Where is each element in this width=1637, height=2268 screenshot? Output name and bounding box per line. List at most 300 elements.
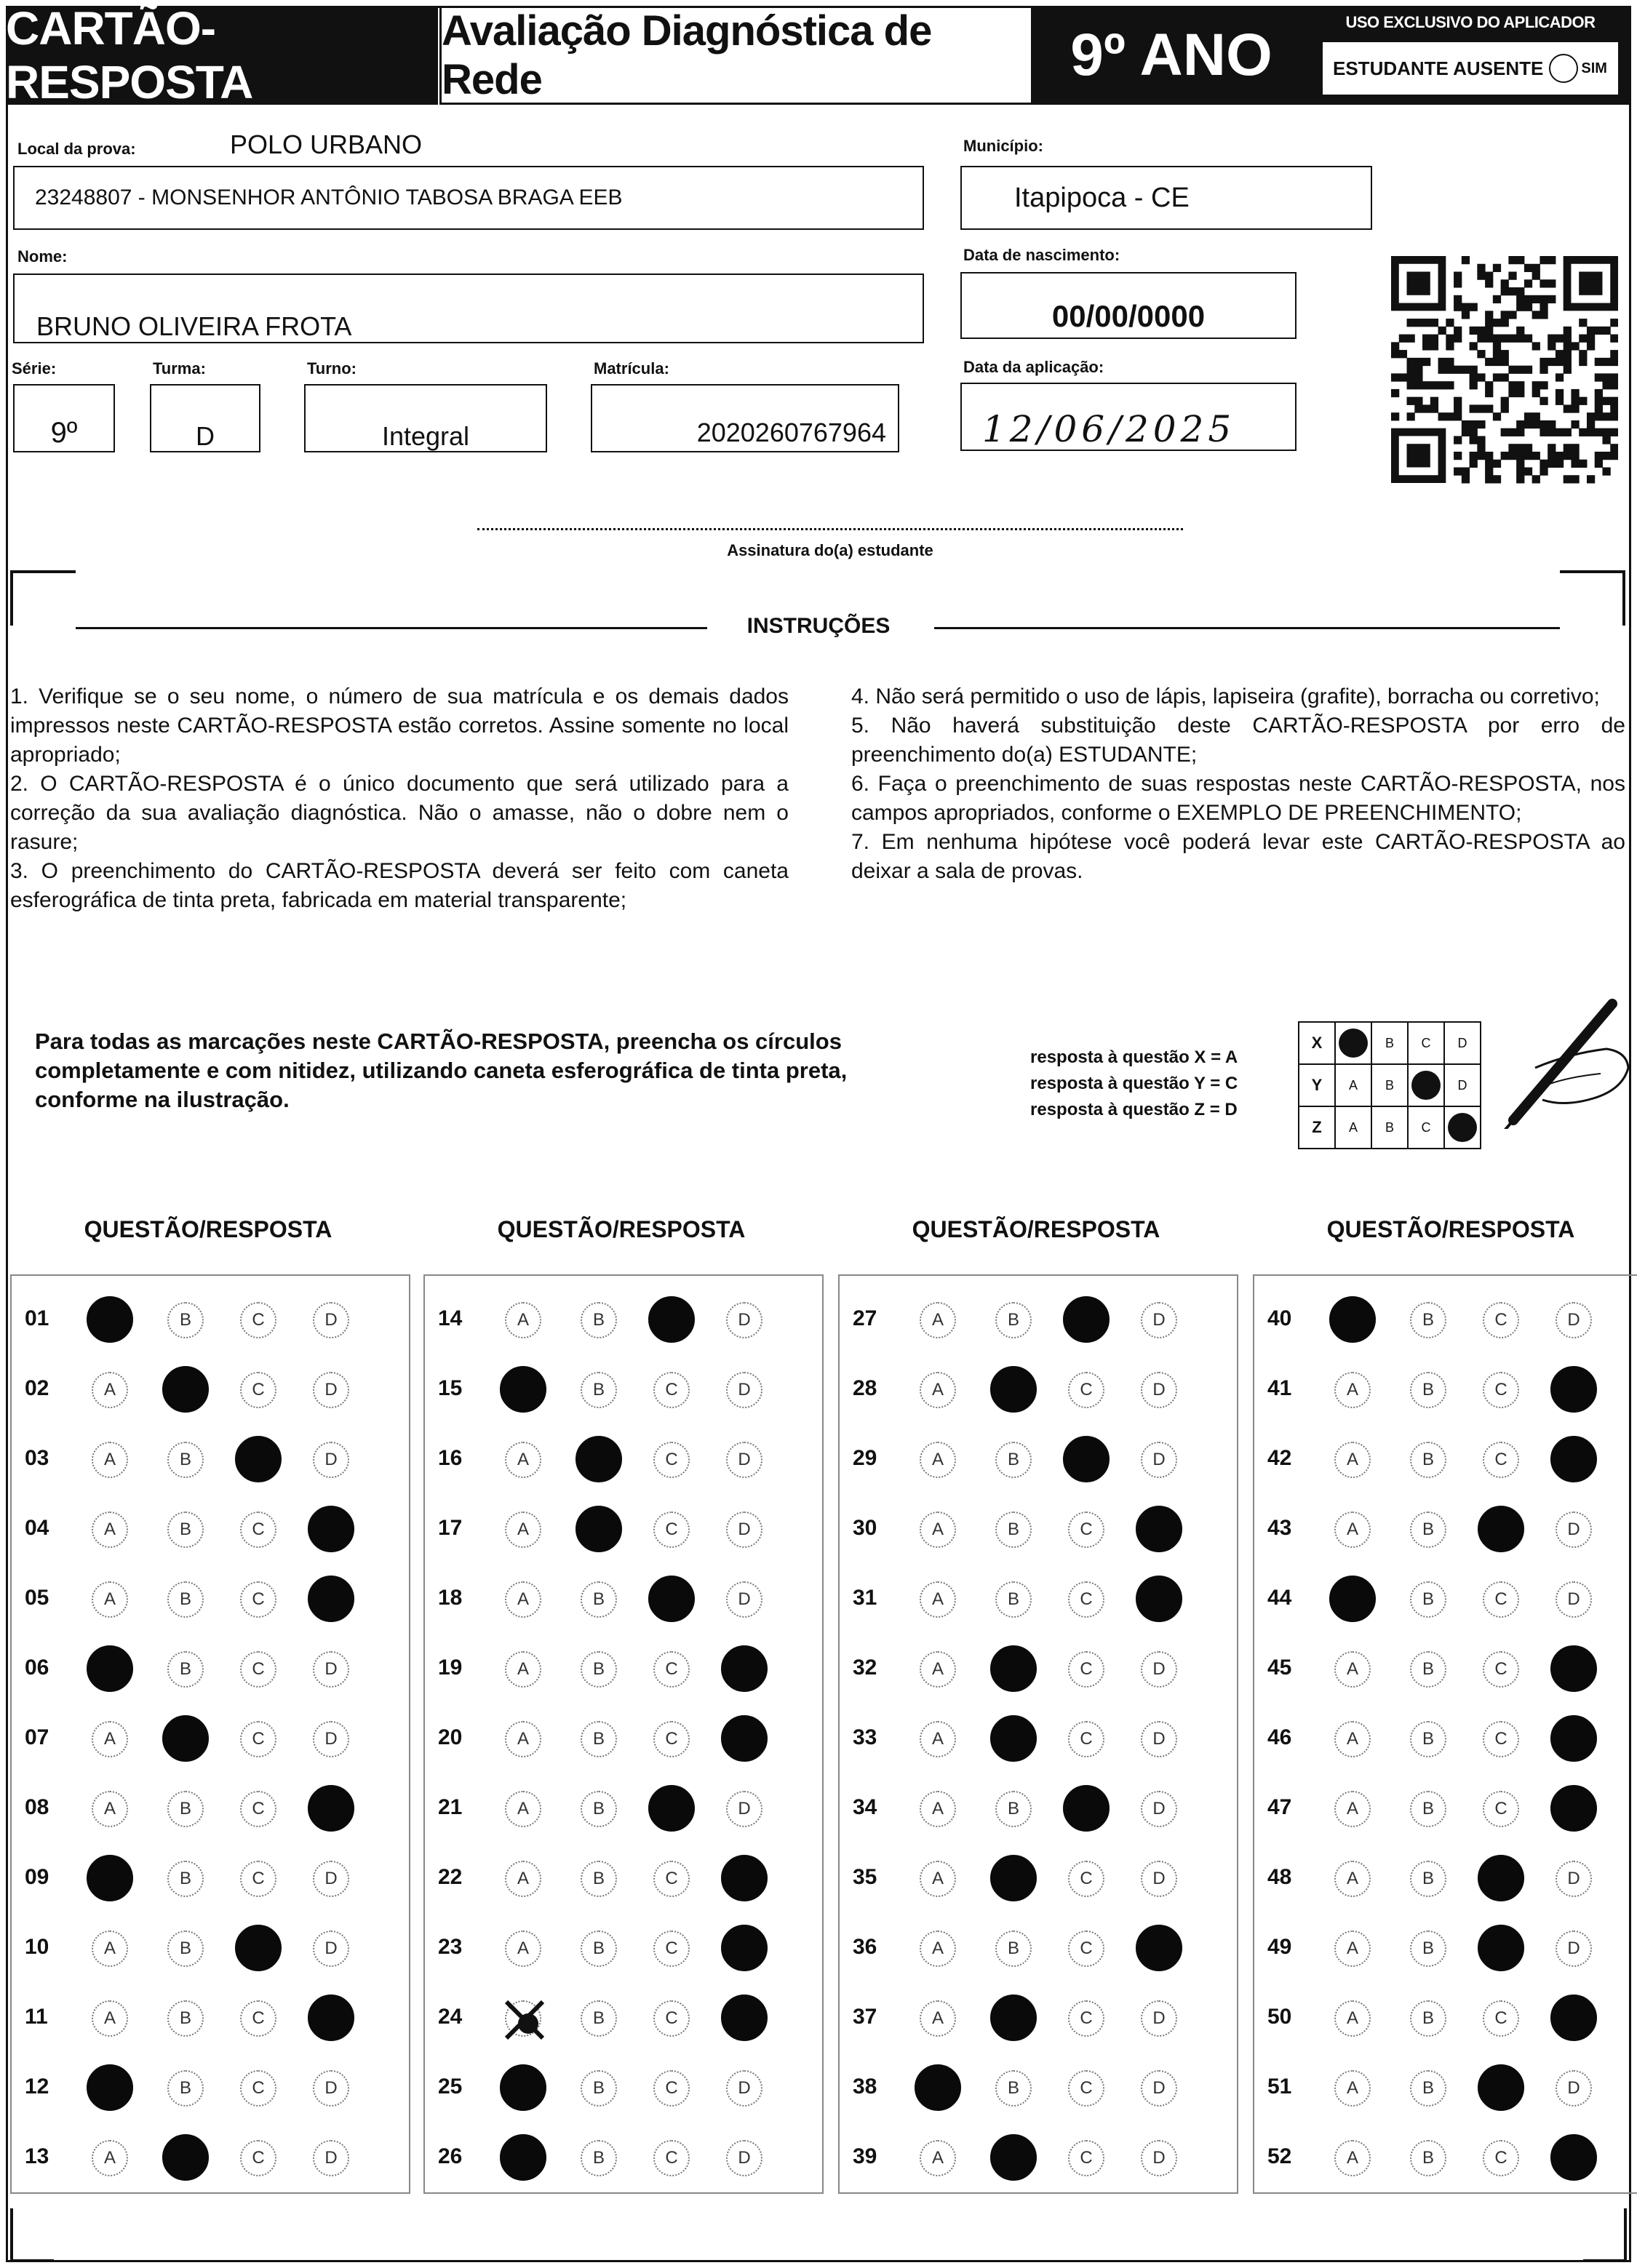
question-number: 40 bbox=[1267, 1306, 1292, 1330]
instruction-item: 7. Em nenhuma hipótese você poderá levar este CARTÃO-RESPOSTA ao deixar a sala de provas. bbox=[851, 830, 1625, 883]
bubble-option-a[interactable]: A bbox=[920, 1372, 956, 1408]
question-number: 03 bbox=[25, 1446, 49, 1470]
example-line: resposta à questão Z = D bbox=[1030, 1100, 1238, 1119]
bubble-filled-d[interactable] bbox=[1136, 1576, 1182, 1622]
bubble-option-b[interactable]: B bbox=[1410, 2140, 1446, 2176]
bubble-filled-b[interactable] bbox=[990, 1366, 1037, 1413]
question-number: 22 bbox=[438, 1865, 463, 1889]
bubble-option-d[interactable]: D bbox=[1141, 1651, 1177, 1688]
bubble-option-a[interactable]: A bbox=[920, 1442, 956, 1478]
question-row bbox=[840, 1494, 1240, 1564]
question-row bbox=[1254, 2053, 1637, 2123]
bubble-option-d[interactable]: D bbox=[1556, 1930, 1592, 1967]
bubble-option-b[interactable]: B bbox=[581, 1861, 617, 1897]
bubble-option-b[interactable]: B bbox=[581, 1302, 617, 1338]
question-number: 48 bbox=[1267, 1865, 1292, 1889]
bubble-option-c[interactable]: C bbox=[653, 2070, 690, 2107]
question-row bbox=[425, 1424, 825, 1494]
bubble-filled-d[interactable] bbox=[1550, 2134, 1597, 2181]
bubble-option-b[interactable]: B bbox=[1410, 1791, 1446, 1827]
bubble-option-c[interactable]: C bbox=[1483, 1791, 1519, 1827]
bubble-option-d[interactable]: D bbox=[1556, 1861, 1592, 1897]
bubble-option-c[interactable]: C bbox=[1068, 1651, 1104, 1688]
question-row bbox=[425, 1494, 825, 1564]
bubble-option-c[interactable]: C bbox=[1483, 1442, 1519, 1478]
frame-corner-bl bbox=[10, 2208, 54, 2262]
bubble-option-d[interactable]: D bbox=[726, 2140, 762, 2176]
bubble-option-b[interactable]: B bbox=[995, 1791, 1032, 1827]
bubble-filled-d[interactable] bbox=[1550, 1715, 1597, 1762]
example-filled-bubble bbox=[1335, 1022, 1371, 1064]
bubble-option-d[interactable]: D bbox=[313, 1372, 349, 1408]
bubble-option-c[interactable]: C bbox=[1483, 1721, 1519, 1757]
bubble-option-c[interactable]: C bbox=[240, 2070, 276, 2107]
example-filled-bubble bbox=[1408, 1064, 1444, 1106]
bubble-option-c[interactable]: C bbox=[1483, 1372, 1519, 1408]
question-number: 01 bbox=[25, 1306, 49, 1330]
bubble-option-a[interactable]: A bbox=[92, 2000, 128, 2037]
bubble-option-d[interactable]: D bbox=[1141, 1791, 1177, 1827]
bubble-filled-d[interactable] bbox=[721, 1645, 768, 1692]
bubble-filled-c[interactable] bbox=[1063, 1785, 1110, 1832]
bubble-filled-c[interactable] bbox=[648, 1576, 695, 1622]
question-row bbox=[12, 1843, 412, 1913]
bubble-option-a[interactable]: A bbox=[1334, 1512, 1371, 1548]
question-row bbox=[840, 1983, 1240, 2053]
bubble-option-c[interactable]: C bbox=[1483, 2140, 1519, 2176]
bubble-option-a[interactable]: A bbox=[920, 1512, 956, 1548]
bubble-filled-d[interactable] bbox=[1136, 1925, 1182, 1971]
bubble-option-b[interactable]: B bbox=[581, 1651, 617, 1688]
bubble-option-a[interactable]: A bbox=[1334, 1442, 1371, 1478]
bubble-option-d[interactable]: D bbox=[313, 1302, 349, 1338]
bubble-option-a[interactable]: A bbox=[1334, 1791, 1371, 1827]
bubble-option-c[interactable]: C bbox=[1483, 1651, 1519, 1688]
bubble-option-a[interactable]: A bbox=[920, 1581, 956, 1618]
question-row bbox=[425, 1773, 825, 1843]
bubble-option-d[interactable]: D bbox=[1556, 2070, 1592, 2107]
bubble-option-d[interactable]: D bbox=[313, 1930, 349, 1967]
bubble-filled-d[interactable] bbox=[1550, 1995, 1597, 2041]
bubble-option-c[interactable]: C bbox=[1068, 1372, 1104, 1408]
bubble-option-d[interactable]: D bbox=[1141, 1861, 1177, 1897]
bubble-filled-d[interactable] bbox=[721, 1995, 768, 2041]
example-option: C bbox=[1408, 1106, 1444, 1149]
bubble-option-c[interactable]: C bbox=[240, 1581, 276, 1618]
signature-line[interactable] bbox=[477, 528, 1183, 530]
bubble-option-c[interactable]: C bbox=[653, 1721, 690, 1757]
bubble-filled-b[interactable] bbox=[162, 1715, 209, 1762]
bubble-filled-d[interactable] bbox=[308, 1995, 354, 2041]
question-number: 05 bbox=[25, 1586, 49, 1610]
bubble-option-b[interactable]: B bbox=[167, 1512, 204, 1548]
bubble-option-b[interactable]: B bbox=[1410, 1512, 1446, 1548]
bubble-option-d[interactable]: D bbox=[726, 1581, 762, 1618]
bubble-option-d[interactable]: D bbox=[1556, 1512, 1592, 1548]
bubble-option-d[interactable]: D bbox=[1141, 1372, 1177, 1408]
bubble-option-a[interactable]: A bbox=[505, 1861, 541, 1897]
bubble-option-c[interactable]: C bbox=[1068, 1581, 1104, 1618]
question-number: 15 bbox=[438, 1376, 463, 1400]
question-number: 11 bbox=[25, 2005, 48, 2029]
filled-dot-icon bbox=[1411, 1071, 1441, 1100]
question-row bbox=[840, 1634, 1240, 1704]
bubble-option-c[interactable]: C bbox=[653, 1442, 690, 1478]
question-row bbox=[1254, 1983, 1637, 2053]
bubble-filled-c[interactable] bbox=[1478, 1506, 1524, 1552]
bubble-option-c[interactable]: C bbox=[1483, 1581, 1519, 1618]
bubble-option-b[interactable]: B bbox=[581, 1721, 617, 1757]
bubble-filled-a[interactable] bbox=[500, 1366, 546, 1413]
bubble-option-b[interactable]: B bbox=[167, 2070, 204, 2107]
bubble-option-b[interactable]: B bbox=[1410, 1581, 1446, 1618]
question-row bbox=[12, 1634, 412, 1704]
bubble-filled-c[interactable] bbox=[1478, 1855, 1524, 1901]
bubble-option-a[interactable]: A bbox=[92, 1581, 128, 1618]
bubble-option-b[interactable]: B bbox=[995, 1302, 1032, 1338]
bubble-option-c[interactable]: C bbox=[653, 1651, 690, 1688]
bubble-option-b[interactable]: B bbox=[581, 2000, 617, 2037]
bubble-option-a[interactable]: A bbox=[1334, 1930, 1371, 1967]
bubble-option-d[interactable]: D bbox=[313, 2140, 349, 2176]
question-row bbox=[12, 1773, 412, 1843]
bubble-option-a[interactable]: A bbox=[92, 1791, 128, 1827]
bubble-filled-b[interactable] bbox=[990, 1715, 1037, 1762]
bubble-option-d[interactable]: D bbox=[726, 1512, 762, 1548]
bubble-option-a[interactable]: A bbox=[920, 1302, 956, 1338]
bubble-filled-b[interactable] bbox=[990, 1855, 1037, 1901]
bubble-filled-c[interactable] bbox=[1478, 2064, 1524, 2111]
filled-dot-icon bbox=[1339, 1029, 1368, 1058]
bubble-option-c[interactable]: C bbox=[653, 1930, 690, 1967]
bubble-filled-d[interactable] bbox=[1550, 1436, 1597, 1482]
instruction-item: 3. O preenchimento do CARTÃO-RESPOSTA deverá ser feito com caneta esferográfica de tinta preta, fabricada em material transparente; bbox=[10, 859, 789, 912]
bubble-option-b[interactable]: B bbox=[581, 1930, 617, 1967]
bubble-option-d[interactable]: D bbox=[313, 1651, 349, 1688]
question-number: 14 bbox=[438, 1306, 463, 1330]
bubble-option-d[interactable]: D bbox=[726, 1302, 762, 1338]
bubble-filled-d[interactable] bbox=[308, 1785, 354, 1832]
bubble-filled-d[interactable] bbox=[1550, 1645, 1597, 1692]
bubble-filled-d[interactable] bbox=[1550, 1785, 1597, 1832]
bubble-option-a[interactable]: A bbox=[920, 2140, 956, 2176]
question-number: 06 bbox=[25, 1656, 49, 1680]
example-option: A bbox=[1335, 1064, 1371, 1106]
question-row bbox=[1254, 1913, 1637, 1983]
example-option: B bbox=[1371, 1064, 1408, 1106]
bubble-option-c[interactable]: C bbox=[240, 1512, 276, 1548]
bubble-option-c[interactable]: C bbox=[653, 1512, 690, 1548]
example-grid bbox=[1298, 1021, 1481, 1149]
bubble-option-b[interactable]: B bbox=[995, 1930, 1032, 1967]
bubble-filled-a[interactable] bbox=[1329, 1576, 1376, 1622]
bubble-option-b[interactable]: B bbox=[581, 2140, 617, 2176]
bubble-option-b[interactable]: B bbox=[995, 1512, 1032, 1548]
bubble-filled-d[interactable] bbox=[721, 1925, 768, 1971]
bubble-option-c[interactable]: C bbox=[240, 1651, 276, 1688]
bubble-option-c[interactable]: C bbox=[240, 2140, 276, 2176]
bubble-filled-a[interactable] bbox=[1329, 1296, 1376, 1343]
bubble-option-a[interactable]: A bbox=[92, 1372, 128, 1408]
matricula-value: 2020260767964 bbox=[696, 418, 886, 447]
question-number: 04 bbox=[25, 1516, 49, 1540]
bubble-option-b[interactable]: B bbox=[1410, 1302, 1446, 1338]
bubble-option-c[interactable]: C bbox=[1483, 2000, 1519, 2037]
bubble-filled-d[interactable] bbox=[1550, 1366, 1597, 1413]
bubble-filled-d[interactable] bbox=[721, 1855, 768, 1901]
bubble-filled-c[interactable] bbox=[235, 1925, 282, 1971]
question-row bbox=[840, 1773, 1240, 1843]
bubble-option-b[interactable]: B bbox=[167, 1861, 204, 1897]
bubble-option-c[interactable]: C bbox=[1068, 2140, 1104, 2176]
bubble-option-a[interactable]: A bbox=[92, 1442, 128, 1478]
bubble-option-a[interactable]: A bbox=[1334, 1372, 1371, 1408]
bubble-option-a[interactable]: A bbox=[920, 2000, 956, 2037]
bubble-option-a[interactable]: A bbox=[1334, 2070, 1371, 2107]
applicator-title: USO EXCLUSIVO DO APLICADOR bbox=[1345, 13, 1596, 31]
bubble-option-a[interactable]: A bbox=[505, 1512, 541, 1548]
question-number: 28 bbox=[853, 1376, 877, 1400]
bubble-option-c[interactable]: C bbox=[240, 1861, 276, 1897]
question-row bbox=[840, 1424, 1240, 1494]
question-row bbox=[840, 1913, 1240, 1983]
bubble-filled-b[interactable] bbox=[162, 1366, 209, 1413]
pen-hand-illustration bbox=[1484, 998, 1630, 1129]
bubble-option-a[interactable]: A bbox=[920, 1861, 956, 1897]
turma-field bbox=[150, 384, 260, 452]
question-number: 02 bbox=[25, 1376, 49, 1400]
bubble-filled-d[interactable] bbox=[1136, 1506, 1182, 1552]
municipio-field bbox=[960, 166, 1372, 230]
bubble-option-a[interactable]: A bbox=[920, 1791, 956, 1827]
bubble-filled-d[interactable] bbox=[308, 1576, 354, 1622]
bubble-option-b[interactable]: B bbox=[1410, 1372, 1446, 1408]
bubble-filled-a[interactable] bbox=[500, 2134, 546, 2181]
bubble-filled-c[interactable] bbox=[1063, 1296, 1110, 1343]
bubble-option-b[interactable]: B bbox=[167, 1581, 204, 1618]
bubble-option-a[interactable]: A bbox=[1334, 2140, 1371, 2176]
bubble-option-b[interactable]: B bbox=[167, 1442, 204, 1478]
absent-bubble[interactable] bbox=[1549, 54, 1578, 83]
bubble-option-d[interactable]: D bbox=[1556, 1581, 1592, 1618]
question-row bbox=[425, 1354, 825, 1424]
bubble-option-b[interactable]: B bbox=[167, 1302, 204, 1338]
bubble-option-d[interactable]: D bbox=[1141, 2070, 1177, 2107]
bubble-option-d[interactable]: D bbox=[313, 1442, 349, 1478]
bubble-filled-a[interactable] bbox=[87, 1855, 133, 1901]
bubble-option-d[interactable]: D bbox=[1141, 2140, 1177, 2176]
bubble-option-d[interactable]: D bbox=[313, 1861, 349, 1897]
bubble-option-b[interactable]: B bbox=[581, 1791, 617, 1827]
question-row bbox=[425, 1913, 825, 1983]
question-row bbox=[425, 1843, 825, 1913]
bubble-option-b[interactable]: B bbox=[167, 1930, 204, 1967]
bubble-option-d[interactable]: D bbox=[1556, 1302, 1592, 1338]
matricula-label: Matrícula: bbox=[594, 359, 669, 378]
bubble-option-b[interactable]: B bbox=[581, 2070, 617, 2107]
bubble-option-d[interactable]: D bbox=[313, 2070, 349, 2107]
bubble-option-d[interactable]: D bbox=[1141, 1302, 1177, 1338]
bubble-option-a[interactable]: A bbox=[920, 1721, 956, 1757]
applicator-panel bbox=[1310, 6, 1631, 105]
bubble-option-d[interactable]: D bbox=[726, 1791, 762, 1827]
bubble-filled-c[interactable] bbox=[235, 1436, 282, 1482]
question-row bbox=[1254, 2123, 1637, 2192]
bubble-option-c[interactable]: C bbox=[1068, 1930, 1104, 1967]
turno-value: Integral bbox=[381, 421, 470, 451]
bubble-filled-d[interactable] bbox=[721, 1715, 768, 1762]
bubble-option-a[interactable]: A bbox=[92, 1721, 128, 1757]
bubble-option-a[interactable]: A bbox=[92, 1512, 128, 1548]
bubble-filled-b[interactable] bbox=[990, 2134, 1037, 2181]
bubble-option-c[interactable]: C bbox=[240, 1791, 276, 1827]
bubble-option-a[interactable]: A bbox=[1334, 1651, 1371, 1688]
bubble-option-a[interactable]: A bbox=[505, 1302, 541, 1338]
question-row bbox=[840, 1564, 1240, 1634]
aplicacao-field[interactable] bbox=[960, 383, 1297, 451]
bubble-option-b[interactable]: B bbox=[581, 1372, 617, 1408]
bubble-option-b[interactable]: B bbox=[167, 1791, 204, 1827]
nascimento-value: 00/00/0000 bbox=[1051, 299, 1206, 333]
bubble-option-c[interactable]: C bbox=[653, 1372, 690, 1408]
bubble-option-c[interactable]: C bbox=[653, 2140, 690, 2176]
example-row-label: X bbox=[1299, 1022, 1335, 1064]
bubble-option-c[interactable]: C bbox=[1068, 2070, 1104, 2107]
bubble-option-a[interactable]: A bbox=[920, 1930, 956, 1967]
bubble-filled-c[interactable] bbox=[1063, 1436, 1110, 1482]
bubble-option-c[interactable]: C bbox=[1068, 1512, 1104, 1548]
absent-option-label: SIM bbox=[1581, 60, 1607, 76]
bubble-filled-b[interactable] bbox=[162, 2134, 209, 2181]
answer-column bbox=[423, 1274, 824, 2194]
question-number: 27 bbox=[853, 1306, 877, 1330]
bubble-filled-b[interactable] bbox=[990, 1645, 1037, 1692]
bubble-option-b[interactable]: B bbox=[1410, 2000, 1446, 2037]
bubble-option-b[interactable]: B bbox=[1410, 1442, 1446, 1478]
bubble-option-b[interactable]: B bbox=[995, 1442, 1032, 1478]
bubble-option-a[interactable]: A bbox=[92, 2140, 128, 2176]
bubble-option-c[interactable]: C bbox=[240, 2000, 276, 2037]
bubble-option-c[interactable]: C bbox=[653, 2000, 690, 2037]
aplicacao-label: Data da aplicação: bbox=[963, 358, 1104, 376]
question-number: 13 bbox=[25, 2144, 49, 2168]
bubble-option-d[interactable]: D bbox=[313, 1721, 349, 1757]
bubble-option-c[interactable]: C bbox=[240, 1721, 276, 1757]
question-row bbox=[425, 1285, 825, 1354]
bubble-option-b[interactable]: B bbox=[1410, 1651, 1446, 1688]
question-number: 36 bbox=[853, 1935, 877, 1959]
question-number: 46 bbox=[1267, 1725, 1292, 1749]
bubble-filled-d[interactable] bbox=[308, 1506, 354, 1552]
bubble-filled-c[interactable] bbox=[648, 1296, 695, 1343]
bubble-filled-a[interactable] bbox=[87, 1645, 133, 1692]
question-row bbox=[1254, 1634, 1637, 1704]
question-row bbox=[1254, 1285, 1637, 1354]
bubble-option-b[interactable]: B bbox=[995, 1581, 1032, 1618]
bubble-option-b[interactable]: B bbox=[581, 1581, 617, 1618]
bubble-filled-a[interactable] bbox=[915, 2064, 961, 2111]
bubble-option-b[interactable]: B bbox=[167, 2000, 204, 2037]
bubble-option-c[interactable]: C bbox=[240, 1372, 276, 1408]
bubble-option-c[interactable]: C bbox=[1068, 1721, 1104, 1757]
question-number: 45 bbox=[1267, 1656, 1292, 1680]
bubble-filled-a[interactable] bbox=[500, 2064, 546, 2111]
exam-title: Avaliação Diagnóstica de Rede bbox=[439, 6, 1033, 105]
bubble-option-b[interactable]: B bbox=[1410, 1861, 1446, 1897]
bubble-option-a[interactable]: A bbox=[1334, 2000, 1371, 2037]
question-number: 21 bbox=[438, 1795, 463, 1819]
bubble-filled-b[interactable] bbox=[575, 1506, 622, 1552]
bubble-option-b[interactable]: B bbox=[995, 2070, 1032, 2107]
bubble-filled-b[interactable] bbox=[575, 1436, 622, 1482]
bubble-option-a[interactable]: A bbox=[92, 1930, 128, 1967]
bubble-option-a[interactable]: A bbox=[1334, 1861, 1371, 1897]
bubble-option-a[interactable]: A bbox=[505, 1721, 541, 1757]
bubble-option-a[interactable]: A bbox=[505, 1581, 541, 1618]
bubble-filled-a[interactable] bbox=[87, 2064, 133, 2111]
question-row bbox=[12, 1494, 412, 1564]
bubble-option-c[interactable]: C bbox=[1483, 1302, 1519, 1338]
bubble-option-c[interactable]: C bbox=[1068, 1861, 1104, 1897]
bubble-option-d[interactable]: D bbox=[1141, 1442, 1177, 1478]
bubble-option-a[interactable]: A bbox=[505, 1651, 541, 1688]
bubble-option-b[interactable]: B bbox=[167, 1651, 204, 1688]
bubble-filled-c[interactable] bbox=[648, 1785, 695, 1832]
question-number: 51 bbox=[1267, 2075, 1292, 2099]
bubble-option-a[interactable]: A bbox=[1334, 1721, 1371, 1757]
bubble-option-a[interactable] bbox=[505, 2000, 541, 2037]
question-number: 38 bbox=[853, 2075, 877, 2099]
bubble-option-b[interactable]: B bbox=[1410, 1721, 1446, 1757]
absent-label: ESTUDANTE AUSENTE bbox=[1333, 57, 1544, 79]
bubble-option-c[interactable]: C bbox=[240, 1302, 276, 1338]
bubble-option-c[interactable]: C bbox=[653, 1861, 690, 1897]
instructions-right bbox=[851, 682, 1625, 886]
example-option: A bbox=[1335, 1106, 1371, 1149]
bubble-option-d[interactable]: D bbox=[726, 1372, 762, 1408]
question-row bbox=[12, 1704, 412, 1773]
qr-code-image bbox=[1391, 256, 1618, 487]
bubble-option-b[interactable]: B bbox=[1410, 1930, 1446, 1967]
card-title: CARTÃO-RESPOSTA bbox=[6, 6, 438, 105]
bubble-option-d[interactable]: D bbox=[726, 1442, 762, 1478]
municipio-value: Itapipoca - CE bbox=[1014, 182, 1190, 213]
bubble-filled-c[interactable] bbox=[1478, 1925, 1524, 1971]
answer-column-header: QUESTÃO/RESPOSTA bbox=[84, 1216, 332, 1242]
example-line: resposta à questão X = A bbox=[1030, 1047, 1238, 1067]
bubble-option-d[interactable]: D bbox=[726, 2070, 762, 2107]
bubble-filled-b[interactable] bbox=[990, 1995, 1037, 2041]
bubble-option-c[interactable]: C bbox=[1068, 2000, 1104, 2037]
question-number: 52 bbox=[1267, 2144, 1292, 2168]
turno-field bbox=[304, 384, 547, 452]
bubble-filled-a[interactable] bbox=[87, 1296, 133, 1343]
instruction-item: 4. Não será permitido o uso de lápis, lapiseira (grafite), borracha ou corretivo; bbox=[851, 684, 1600, 708]
question-row bbox=[840, 2123, 1240, 2192]
example-line: resposta à questão Y = C bbox=[1030, 1074, 1238, 1093]
bubble-option-b[interactable]: B bbox=[1410, 2070, 1446, 2107]
bubble-option-a[interactable]: A bbox=[505, 1930, 541, 1967]
bubble-option-a[interactable]: A bbox=[505, 1791, 541, 1827]
bubble-option-d[interactable]: D bbox=[1141, 2000, 1177, 2037]
bubble-option-d[interactable]: D bbox=[1141, 1721, 1177, 1757]
bubble-option-a[interactable]: A bbox=[505, 1442, 541, 1478]
nome-field bbox=[13, 273, 924, 343]
bubble-option-a[interactable]: A bbox=[920, 1651, 956, 1688]
question-number: 41 bbox=[1267, 1376, 1292, 1400]
question-row bbox=[425, 1634, 825, 1704]
question-number: 47 bbox=[1267, 1795, 1292, 1819]
